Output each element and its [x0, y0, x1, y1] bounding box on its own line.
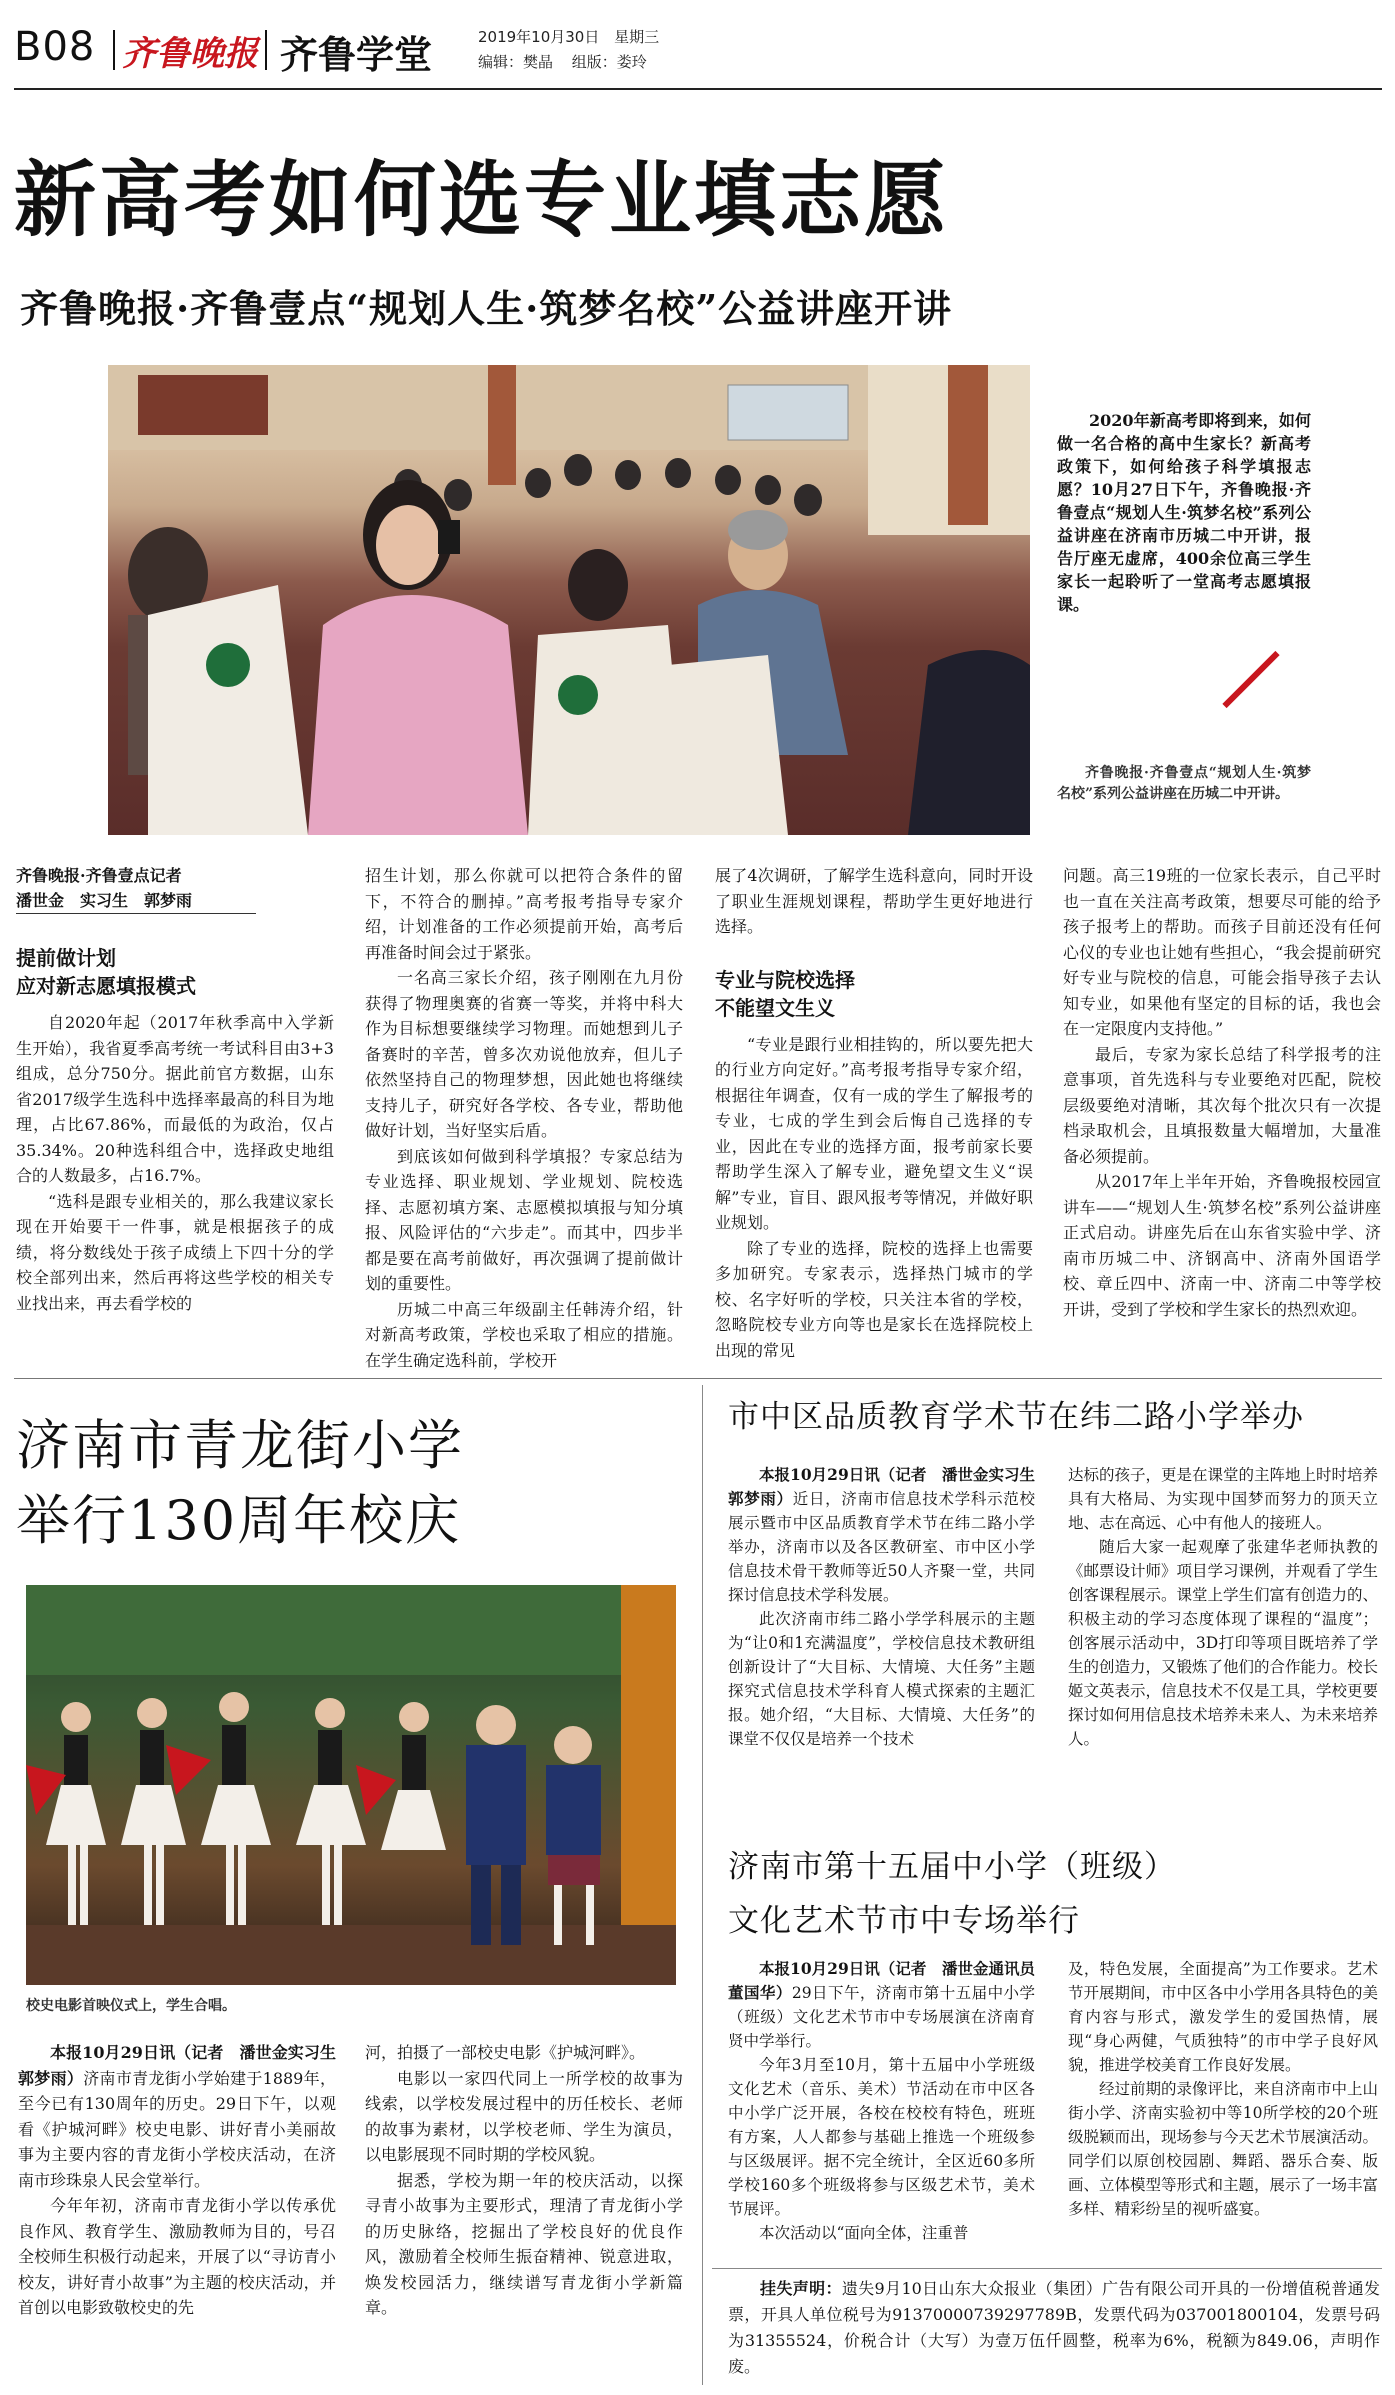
a3-column-2 [1068, 1463, 1378, 1763]
a1-column-1 [16, 863, 334, 1353]
a3-para-3: 达标的孩子，更是在课堂的主阵地上时时培养具有大格局、为实现中国梦而努力的顶天立地、志在高远、心中有他人的接班人。 [1068, 1466, 1379, 1532]
a3-byline-lead: 本报10月29日讯（记者 潘世金 [759, 1465, 989, 1484]
a2-para-5: 据悉，学校为期一年的校庆活动，以探寻青小故事为主要形式，理清了青龙街小学的历史脉络，挖掘出了学校良好的优良作风，激励着全校师生振奋精神、锐意进取，焕发校园活力，继续谱写青龙街小学新篇章。 [365, 2170, 683, 2317]
a1-para-1: 自2020年起（2017年秋季高中入学新生开始），我省夏季高考统一考试科目由3+3组成，总分750分。据此前官方数据，山东省2017级学生选科中选择率最高的科目为地理，占比67.86%，而最低的为政治，仅占35.34%。20种选科组合中，选择政史地组合的人数最多，占16.7%。 [16, 1013, 334, 1185]
main-subheadline: 齐鲁晚报·齐鲁壹点“规划人生·筑梦名校”公益讲座开讲 [20, 286, 953, 331]
a1-byline-2: 潘世金 实习生 郭梦雨 [16, 888, 256, 914]
a2-para-4: 电影以一家四代同上一所学校的故事为线索，以学校发展过程中的历任校长、老师的故事为素材，以学校老师、学生为演员，以电影展现不同时期的学校风貌。 [365, 2068, 683, 2164]
a1-para-2: “选科是跟专业相关的，那么我建议家长现在开始要干一件事，就是根据孩子的成绩，将分数线处于孩子成绩上下四十分的学校全部列出来，然后再将这些学校的相关专业找出来，再去看学校的 [16, 1191, 334, 1313]
notice-divider [712, 2268, 1382, 2269]
a3-para-1-text: 近日，济南市信息技术学科示范校展示暨市中区品质教育学术节在纬二路小学举办，济南市以及各区教研室、市中区小学信息技术骨干教师等近50人齐聚一堂，共同探讨信息技术学科发展。 [728, 1490, 1035, 1604]
designer-text: 组版：娄玲 [571, 53, 647, 71]
a2-headline [16, 1408, 464, 1558]
issue-date [478, 26, 659, 47]
a1-para-5: 到底该如何做到科学填报？专家总结为专业选择、职业规划、学业规划、院校选择、志愿初填方案、志愿模拟填报与知分填报、风险评估的“六步走”。而其中，四步半都是要在高考前做好，再次强调了提前做计划的重要性。 [365, 1146, 683, 1293]
a1-para-9: 除了专业的选择，院校的选择上也需要多加研究。专家表示，选择热门城市的学校、名字好听的学校，只关注本省的学校，忽略院校专业方向等也是家长在选择院校上出现的常见 [715, 1238, 1033, 1360]
a2-para-3: 河，拍摄了一部校史电影《护城河畔》。 [365, 2043, 646, 2062]
notice-body: 遗失9月10日山东大众报业（集团）广告有限公司开具的一份增值税普通发票，开具人单位税号为91370000739297789B，发票代码为037001800104，发票号码为31355524，价税合计（大写）为壹万伍仟圆整，税率为6%，税额为849.06，声明作废。 [728, 2279, 1380, 2376]
date-text: 2019年10月30日 [478, 28, 600, 46]
a3-headline: 市中区品质教育学术节在纬二路小学举办 [728, 1399, 1304, 1435]
a3-para-4: 随后大家一起观摩了张建华老师执教的《邮票设计师》项目学习课例，并观看了学生创客课程展示。课堂上学生们富有创造力的、积极主动的学习态度体现了课程的“温度”；创客展示活动中，3D打印等项目既培养了学生的创造力，又锻炼了他们的合作能力。校长姬文英表示，信息技术不仅是工具，学校更要探讨如何用信息技术培养未来人、为未来培养人。 [1068, 1538, 1379, 1748]
a4-para-2: 今年3月至10月，第十五届中小学班级文化艺术（音乐、美术）节活动在市中区各中小学广泛开展，各校在校校有特色，班班有方案，人人都参与基础上推选一个班级参与区级展评。据不完全统计，全区近60多所学校160多个班级将参与区级艺术节，美术节展评。 [728, 2056, 1035, 2218]
a4-byline-rest: 通讯员 董国华） [728, 1959, 1051, 2002]
school-choir-photo [26, 1585, 676, 1985]
a4-para-3: 本次活动以“面向全体，注重普 [759, 2224, 969, 2242]
a2-photo-caption: 校史电影首映仪式上，学生合唱。 [26, 1998, 236, 2014]
photo-caption [1057, 763, 1311, 805]
a2-headline-line-1: 济南市青龙街小学 [16, 1414, 464, 1477]
a4-para-4: 及，特色发展，全面提高”为工作要求。艺术节开展期间，市中区各中小学用各具特色的美育内容与形式，激发学生的爱国热情，展现“身心两健，气质独特”的市中学子良好风貌，推进学校美育工作良好发展。 [1068, 1960, 1379, 2074]
section-divider [14, 1378, 1382, 1379]
a4-column-1 [728, 1957, 1051, 2257]
a1-column-4 [1063, 863, 1381, 1353]
main-headline: 新高考如何选专业填志愿 [14, 152, 950, 248]
masthead-rule [14, 88, 1382, 90]
lecture-hall-illustration [108, 365, 1030, 835]
a1-column-2 [365, 863, 683, 1370]
vertical-divider [702, 1385, 703, 2385]
page-number: B08 [14, 24, 96, 70]
a4-headline [728, 1840, 1176, 1948]
a1-column-3 [715, 863, 1033, 1360]
a4-para-1 [728, 1957, 1051, 2053]
a1-subhead-2 [715, 966, 1033, 1022]
a2-para-2: 今年年初，济南市青龙街小学以传承优良作风、教育学生、激励教师为目的，号召全校师生积极行动起来，开展了以“寻访青小校友，讲好青小故事”为主题的校庆活动，并首创以电影致敬校史的先 [18, 2196, 336, 2317]
red-slash-accent [1222, 651, 1279, 708]
masthead-divider-2 [265, 30, 267, 70]
lecture-hall-photo [108, 365, 1030, 835]
a1-subhead-2b: 不能望文生义 [715, 995, 835, 1020]
a4-headline-line-1: 济南市第十五届中小学（班级） [728, 1849, 1176, 1885]
intro-paragraph: 2020年新高考即将到来，如何做一名合格的高中生家长？新高考政策下，如何给孩子科学填报志愿？10月27日下午，齐鲁晚报·齐鲁壹点“规划人生·筑梦名校”系列公益讲座在济南市历城二中开讲，报告厅座无虚席，400余位高三学生家长一起聆听了一堂高考志愿填报课。 [1057, 411, 1311, 614]
a4-byline-lead: 本报10月29日讯（记者 潘世金 [759, 1959, 989, 1978]
masthead [0, 0, 1395, 100]
a4-headline-line-2: 文化艺术节市中专场举行 [728, 1903, 1080, 1939]
a4-para-5: 经过前期的录像评比，来自济南市中上山街小学、济南实验初中等10所学校的20个班级脱颖而出，现场参与今天艺术节展演活动。同学们以原创校园剧、舞蹈、器乐合奏、版画、立体模型等形式和主题，展示了一场丰富多样、精彩纷呈的视听盛宴。 [1068, 2080, 1379, 2218]
notice-text [728, 2276, 1380, 2380]
a2-byline-rest: 实习生 郭梦雨） [18, 2043, 352, 2088]
a3-byline-rest: 实习生 郭梦雨） [728, 1465, 1051, 1508]
a2-para-1 [18, 2040, 352, 2193]
notice-label: 挂失声明： [760, 2279, 842, 2298]
a1-subhead-1a: 提前做计划 [16, 946, 116, 970]
a1-para-8: “专业是跟行业相挂钩的，所以要先把大的行业方向定好。”高考报考指导专家介绍，根据往年调查，仅有一成的学生了解报考的专业，七成的学生到会后悔自己选择的专业，因此在专业的选择方面，报考前家长要帮助学生深入了解专业，避免望文生义“误解”专业，盲目、跟风报考等情况，并做好职业规划。 [715, 1034, 1033, 1232]
a2-column-1 [18, 2040, 352, 2385]
photo-caption-text: 齐鲁晚报·齐鲁壹点“规划人生·筑梦名校”系列公益讲座在历城二中开讲。 [1057, 765, 1311, 802]
weekday-text: 星期三 [614, 28, 660, 46]
a2-para-1-text: 济南市青龙街小学始建于1889年，至今已有130周年的历史。29日下午，以观看《护城河畔》校史电影、讲好青小美丽故事为主要内容的青龙街小学校庆活动，在济南市珍珠泉人民会堂举行。 [18, 2068, 336, 2190]
editor-credits [478, 51, 647, 72]
section-title: 齐鲁学堂 [280, 33, 433, 77]
a3-para-1 [728, 1463, 1051, 1607]
a2-column-2 [365, 2040, 683, 2385]
a3-column-1 [728, 1463, 1051, 1763]
a4-para-1-text: 29日下午，济南市第十五届中小学（班级）文化艺术节市中专场展演在济南育贤中学举行。 [728, 1984, 1035, 2050]
a2-byline-lead: 本报10月29日讯（记者 潘世金 [50, 2043, 288, 2062]
editor-text: 编辑：樊晶 [478, 53, 554, 71]
a2-headline-line-2: 举行130周年校庆 [16, 1489, 462, 1552]
a4-column-2 [1068, 1957, 1378, 2257]
a1-para-12: 从2017年上半年开始，齐鲁晚报校园宣讲车——“规划人生·筑梦名校”系列公益讲座正式启动。讲座先后在山东省实验中学、济南市历城二中、济钢高中、济南外国语学校、章丘四中、济南一中、济南二中等学校开讲，受到了学校和学生家长的热烈欢迎。 [1063, 1172, 1381, 1319]
a1-para-4: 一名高三家长介绍，孩子刚刚在九月份获得了物理奥赛的省赛一等奖，并将中科大作为目标想要继续学习物理。而她想到儿子备赛时的辛苦，曾多次劝说他放弃，但儿子依然坚持自己的物理梦想，因此她也将继续支持儿子，研究好各学校、各专业，帮助他做好计划，当好坚实后盾。 [365, 968, 683, 1140]
a3-para-2: 此次济南市纬二路小学学科展示的主题为“让0和1充满温度”，学校信息技术教研组创新设计了“大目标、大情境、大任务”主题探究式信息技术学科育人模式探索的主题汇报。她介绍，“大目标、大情境、大任务”的课堂不仅仅是培养一个技术 [728, 1610, 1035, 1748]
brand-logo: 齐鲁晚报 [122, 34, 258, 74]
a1-para-11: 最后，专家为家长总结了科学报考的注意事项，首先选科与专业要绝对匹配，院校层级要绝对清晰，其次每个批次只有一次提档录取机会，且填报数量大幅增加，大量准备必须提前。 [1063, 1044, 1381, 1166]
a1-para-7: 展了4次调研，了解学生选科意向，同时开设了职业生涯规划课程，帮助学生更好地进行选择。 [715, 866, 1033, 936]
a1-para-6: 历城二中高三年级副主任韩涛介绍，针对新高考政策，学校也采取了相应的措施。在学生确定选科前，学校开 [365, 1299, 683, 1370]
intro-text [1057, 409, 1311, 616]
choir-illustration [26, 1585, 676, 1985]
a1-subhead-1b: 应对新志愿填报模式 [16, 974, 196, 998]
a1-subhead-2a: 专业与院校选择 [715, 967, 855, 992]
masthead-divider [113, 30, 115, 70]
a1-para-10: 问题。高三19班的一位家长表示，自己平时也一直在关注高考政策，想要尽可能的给予孩子报考上的帮助。而孩子目前还没有任何心仪的专业也让她有些担心，“我会提前研究好专业与院校的信息，可能会指导孩子去认知专业，如果他有坚定的目标的话，我也会在一定限度内支持他。” [1063, 866, 1381, 1038]
a1-subhead-1 [16, 944, 334, 1000]
a1-byline-1: 齐鲁晚报·齐鲁壹点记者 [16, 866, 182, 885]
a1-para-3: 招生计划，那么你就可以把符合条件的留下，不符合的删掉。”高考报考指导专家介绍，计划准备的工作必须提前开始，高考后再准备时间会过于紧张。 [365, 866, 683, 962]
loss-notice [728, 2276, 1380, 2386]
